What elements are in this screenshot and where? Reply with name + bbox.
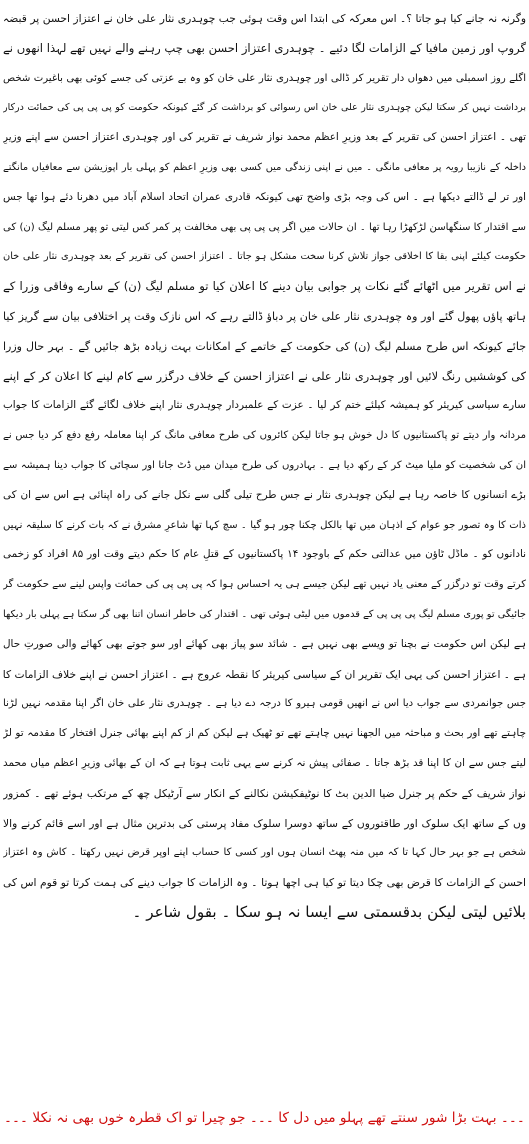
article-line: نواز شریف کے حکم پر جنرل ضیا الدین بٹ کا نوٹیفکیشن نکالنے کے انکار سے آرٹیکل چھ کے مرتکب ہوئے تھے ۔ کمزور	[3, 786, 526, 800]
article-line: وگرنہ نہ جانے کیا ہو جاتا ؟۔ اس معرکہ کی ابتدا اس وقت ہوئی جب چوہدری نثار علی خان نے اعتزاز احسن پر قبضہ	[3, 12, 526, 25]
article-line: شخص ہے جو بہر حال کہا تا کہ میں منہ پھٹ انسان ہوں اور کسی کا حساب اپنے اوپر قرض نہیں رکھتا ۔ کاش وہ اعتزاز	[3, 847, 526, 859]
article-line: بلائیں لیتی لیکن بدقسمتی سے ایسا نہ ہو سکا ۔ بقول شاعر ۔	[132, 902, 526, 921]
article-line: سارے سیاسی کیریئر کو ہمیشہ کیلئے ختم کر لیا ۔ عزت کے علمبردار چوہدری نثار اپنے خلاف لگائے گئے الزامات کا جواب	[3, 399, 526, 412]
article-line: کی کوششیں رنگ لائیں اور چوہدری نثار علی نے اعتزاز احسن کے خلاف درگزر سے کام لینے کا اعلان کر کے اپنے	[3, 369, 526, 383]
article-line: کرتے وقت تو درگزر کے معنی یاد نہیں تھے لیکن جیسے ہی یہ احساس ہوا کہ پی پی پی کی حمائت واپس لینے سے حکومت گر	[3, 579, 526, 591]
article-line: احسن کے الزامات کا قرض بھی چکا دیتا تو کیا ہی اچھا ہوتا ۔ وہ الزامات کا جواب دینے کی ہمت کرتا تو قوم اس کی	[3, 876, 526, 890]
article-line: اگلے روز اسمبلی میں دھواں دار تقریر کر ڈالی اور چوہدری نثار علی خان کو وہ بے عزتی کی جسے کوئی بھی باغیرت شخص	[3, 72, 526, 84]
article-line: مردانہ وار دیتے تو پاکستانیوں کا دل خوش ہو جاتا لیکن کائروں کی طرح معافی مانگ کر اپنا معاملہ رفع دفع کر دیا جس نے	[3, 430, 526, 442]
article-line: چاہتے تھے اور بحث و مباحثہ میں الجھنا نہیں چاہتے تھے تو ٹھیک ہے لیکن کم از کم اپنے بھائی جنرل افتخار کا مقدمہ تو لڑ	[3, 727, 526, 740]
article-line: جس جوانمردی سے جواب دیا اس نے انھیں قومی ہیرو کا درجہ دے دیا ہے ۔ چوہدری نثار علی خان اگر اپنا مقدمہ نہیں لڑنا	[3, 698, 526, 710]
article-line: ذات کا وہ تصور جو عوام کے اذہان میں تھا بالکل چکنا چور ہو گیا ۔ سچ کہا تھا شاعرِ مشرق نے کہ بات کرنے کا سلیقہ نہیں	[3, 519, 526, 531]
article-body	[3, 4, 526, 928]
article-line: گروپ اور زمین مافیا کے الزامات لگا دئیے ۔ چوہدری اعتزاز احسن بھی چپ رہنے والے نہیں تھے لہذا انھوں نے	[3, 40, 526, 55]
article-line: بڑے انسانوں کا خاصہ رہا ہے لیکن چوہدری نثار نے جس طرح تیلی گلی سے نکل جانے کی راہ اپنائی ہے اس سے ان کی	[3, 488, 526, 501]
closing-verse: ۔۔۔ بہت بڑا شور سنتے تھے پہلو میں دل کا ۔۔۔ جو چیرا تو اک قطرہ خوں بھی نہ نکلا ۔۔۔	[4, 1110, 525, 1126]
article-line: لیتے جس سے ان کا اپنا قد بڑھ جاتا ۔ صفائی پیش نہ کرنے سے یہی ثابت ہوتا ہے کہ ان کے بھائی وزیرِ اعظم میاں محمد	[3, 756, 526, 769]
article-line: اور تر لے ڈالتے دیکھا ہے ۔ اس کی وجہ بڑی واضح تھی کیونکہ قادری عمران اتحاد اسلام آباد میں دھرنا دئے ہوا تھا جس	[3, 190, 526, 203]
article-line: نے اس تقریر میں اٹھائے گئے نکات پر جوابی بیان دینے کا اعلان کیا تو مسلم لیگ (ن) کے سارے وفاقی وزرا کے	[3, 279, 526, 294]
article-line: ہے ۔ اعتزاز احسن کی یہی ایک تقریر ان کے سیاسی کیریئر کا نقطہ عروج ہے ۔ اعتزاز احسن نے اپنے خلاف الزامات کا	[3, 667, 526, 681]
article-line: ان کی شخصیت کو ملیا میٹ کر کے رکھ دیا ہے ۔ بہادروں کی طرح میدان میں ڈٹ جانا اور سچائی کا جواب دینا ہمیشہ سے	[3, 459, 526, 471]
article-line: جائیگی تو پوری مسلم لیگ پی پی پی کے قدموں میں لیٹی ہوئی تھی ۔ اقتدار کی خاطر انسان اتنا بھی گر سکتا ہے پہلی بار دیکھا	[3, 608, 526, 620]
article-line: تھی ۔ اعتزاز احسن کی تقریر کے بعد وزیرِ اعظم محمد نواز شریف نے تقریر کی اور چوہدری اعتزاز احسن سے اپنے وزیرِ	[3, 131, 526, 144]
article-line: ہے لیکن اس حکومت نے بچنا تو ویسے بھی نہیں ہے ۔ شائد سو پیاز بھی کھائے اور سو جوتے بھی کھائے والی صورتِ حال	[3, 637, 526, 650]
article-line: نادانوں کو ۔ ماڈل ٹاؤن میں عدالتی حکم کے باوجود ۱۴ پاکستانیوں کے قتلِ عام کا حکم دیتے وقت اور ۸۵ افراد کو زخمی	[3, 548, 526, 561]
article-line: حکومت کیلئے اپنی بقا کا اخلاقی جواز تلاش کرنا سخت مشکل ہو جاتا ۔ اعتزاز احسن کی تقریر کے بعد چوہدری نثار علی خان	[3, 251, 526, 263]
article-line: برداشت نہیں کر سکتا لیکن چوہدری نثار علی خان اس رسوائی کو برداشت کر گئے کیونکہ حکومت کو پی پی پی کی حمائت درکار	[3, 102, 526, 114]
article-line: ہاتھ پاؤں پھول گئے اور وہ چوہدری نثار علی خان پر دباؤ ڈالتے رہے کہ اس نازک وقت پر اختلافی بیان سے گریز کیا	[3, 309, 526, 323]
article-line: جائے کیونکہ اس طرح مسلم لیگ (ن) کی حکومت کے خاتمے کے امکانات بہت زیادہ بڑھ جائیں گے ۔ بہر حال وزرا	[3, 339, 526, 353]
article-line: وں کے ساتھ ایک سلوک اور طاقتوروں کے ساتھ دوسرا سلوک مفاد پرستی کی بدترین مثال ہے اور اسے قائم کرنے والا	[3, 816, 526, 830]
article-line: سے اقتدار کا سنگھاسن لڑکھڑا رہا تھا ۔ ان حالات میں اگر پی پی پی بھی مخالفت پر کمر کس لیتی تو پھر مسلم لیگ (ن) کی	[3, 221, 526, 233]
article-line: داخلہ کے نازیبا رویہ پر معافی مانگی ۔ میں نے اپنی زندگی میں کسی بھی وزیرِ اعظم کو پہلی بار اپوزیشن سے معافیاں مانگتے	[3, 161, 526, 173]
